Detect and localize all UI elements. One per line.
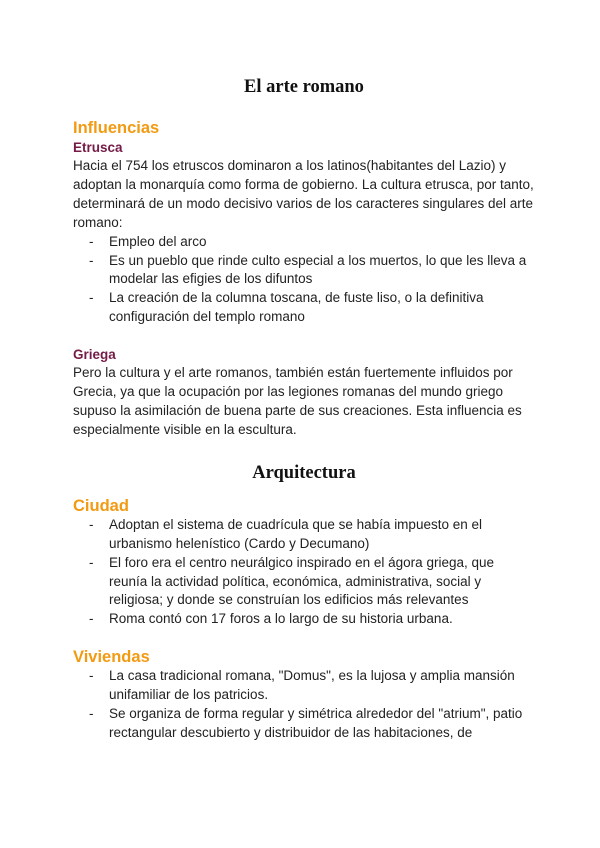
ciudad-bullet-list	[73, 516, 535, 629]
subheading-etrusca: Etrusca	[73, 140, 123, 155]
list-item	[73, 610, 535, 629]
list-item-text: Roma contó con 17 foros a lo largo de su historia urbana.	[109, 611, 453, 627]
subheading-griega: Griega	[73, 347, 116, 363]
document-title: El arte romano	[244, 77, 364, 97]
list-item-text: Es un pueblo que rinde culto especial a los muertos, lo que les lleva a modelar las efigies de los difuntos	[109, 252, 527, 287]
list-item	[73, 252, 535, 290]
list-item	[73, 516, 535, 554]
etrusca-bullet-list	[73, 233, 535, 328]
heading-ciudad: Ciudad	[73, 496, 129, 515]
bullet-dash: -	[89, 668, 94, 684]
heading-influencias: Influencias	[73, 119, 160, 137]
list-item-text: Empleo del arco	[109, 233, 207, 249]
bullet-dash: -	[89, 233, 94, 249]
list-item	[73, 554, 535, 611]
document-content	[73, 72, 535, 743]
bullet-dash: -	[89, 554, 94, 570]
bullet-dash: -	[89, 611, 94, 627]
list-item-text: Adoptan el sistema de cuadrícula que se había impuesto en el urbanismo helenístico (Cardo y Decumano)	[109, 516, 482, 551]
list-item	[73, 667, 535, 705]
griega-paragraph: Pero la cultura y el arte romanos, también están fuertemente influidos por Grecia, ya que la ocupación por las legiones romanas del mundo griego supuso la asimilación de buena parte de sus creaciones. Esta influencia es especialmente visible en la escultura.	[73, 365, 522, 437]
heading-viviendas: Viviendas	[73, 648, 150, 667]
bullet-dash: -	[89, 290, 94, 306]
list-item-text: El foro era el centro neurálgico inspirado en el ágora griega, que reunía la actividad política, económica, administrativa, social y religiosa; y donde se construían los edificios más relevantes	[109, 554, 494, 608]
list-item-text: La creación de la columna toscana, de fuste liso, o la definitiva configuración del templo romano	[109, 290, 484, 325]
bullet-dash: -	[89, 516, 94, 532]
list-item-text: La casa tradicional romana, "Domus", es la lujosa y amplia mansión unifamiliar de los patricios.	[109, 668, 515, 703]
list-item	[73, 289, 535, 327]
bullet-dash: -	[89, 252, 94, 268]
viviendas-bullet-list	[73, 667, 535, 743]
list-item-text: Se organiza de forma regular y simétrica alrededor del "atrium", patio rectangular descubierto y distribuidor de las habitaciones, de	[109, 706, 523, 740]
bullet-dash: -	[89, 706, 94, 722]
etrusca-paragraph: Hacia el 754 los etruscos dominaron a los latinos(habitantes del Lazio) y adoptan la monarquía como forma de gobierno. La cultura etrusca, por tanto, determinará de un modo decisivo varios de los caracteres singulares del arte romano:	[73, 158, 534, 230]
section-title-arquitectura: Arquitectura	[252, 462, 356, 483]
list-item	[73, 705, 535, 743]
list-item	[73, 233, 535, 252]
